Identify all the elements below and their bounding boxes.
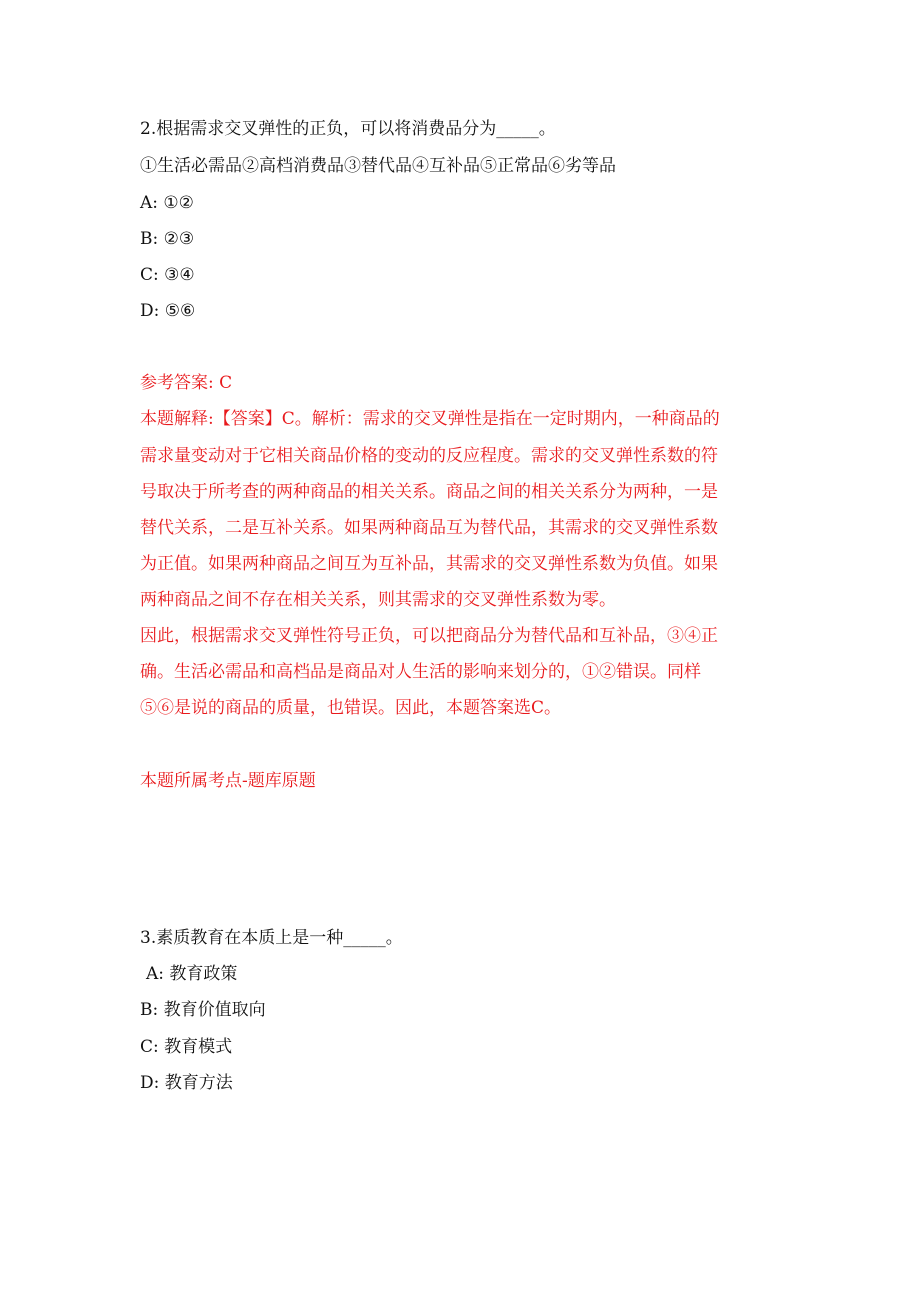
q2-option-c: C: ③④ <box>140 265 195 285</box>
q2-explanation-line: ⑤⑥是说的商品的质量，也错误。因此，本题答案选C。 <box>140 698 562 718</box>
q2-explanation-line: 确。生活必需品和高档品是商品对人生活的影响来划分的，①②错误。同样 <box>140 662 701 682</box>
q2-answer: 参考答案: C <box>140 373 233 393</box>
q2-explanation-line: 本题解释:【答案】C。解析：需求的交叉弹性是指在一定时期内，一种商品的 <box>140 409 720 429</box>
q2-option-d: D: ⑤⑥ <box>140 301 196 321</box>
q3-stem: 3.素质教育在本质上是一种_____。 <box>140 928 403 948</box>
q2-explanation-line: 号取决于所考查的两种商品的相关关系。商品之间的相关关系分为两种，一是 <box>140 482 718 502</box>
q2-topic: 本题所属考点-题库原题 <box>140 771 316 791</box>
q2-explanation-line: 需求量变动对于它相关商品价格的变动的反应程度。需求的交叉弹性系数的符 <box>140 446 718 466</box>
q2-explanation-line: 因此，根据需求交叉弹性符号正负，可以把商品分为替代品和互补品，③④正 <box>140 626 718 646</box>
q2-explanation-line: 替代关系，二是互补关系。如果两种商品互为替代品，其需求的交叉弹性系数 <box>140 518 718 538</box>
q2-explanation-line: 为正值。如果两种商品之间互为互补品，其需求的交叉弹性系数为负值。如果 <box>140 554 718 574</box>
q2-items: ①生活必需品②高档消费品③替代品④互补品⑤正常品⑥劣等品 <box>140 156 616 176</box>
q2-stem: 2.根据需求交叉弹性的正负，可以将消费品分为_____。 <box>140 119 556 139</box>
q2-explanation-line: 两种商品之间不存在相关关系，则其需求的交叉弹性系数为零。 <box>140 590 616 610</box>
q3-option-a: A: 教育政策 <box>146 964 238 984</box>
q3-option-c: C: 教育模式 <box>140 1037 233 1057</box>
q2-option-b: B: ②③ <box>140 229 195 249</box>
q3-option-d: D: 教育方法 <box>140 1073 233 1093</box>
q2-option-a: A: ①② <box>140 193 194 213</box>
q3-option-b: B: 教育价值取向 <box>140 1000 266 1020</box>
